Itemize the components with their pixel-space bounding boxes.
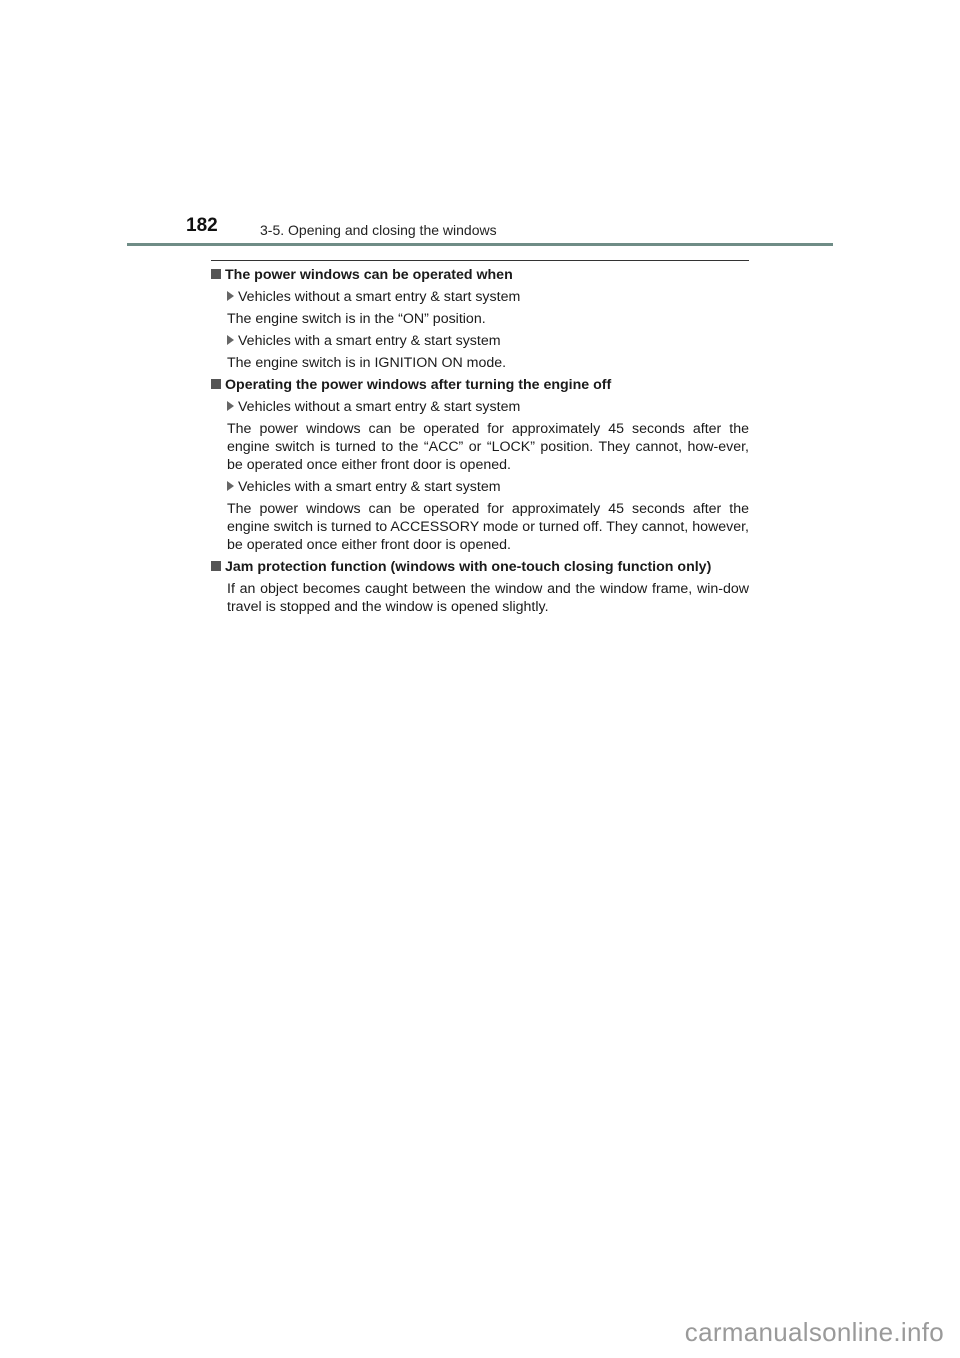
paragraph: The engine switch is in the “ON” position. bbox=[227, 311, 486, 327]
condition-text: Vehicles with a smart entry & start system bbox=[238, 333, 501, 349]
triangle-arrow-icon bbox=[227, 401, 234, 411]
section-heading-operable-when bbox=[211, 266, 749, 284]
condition-text: Vehicles with a smart entry & start system bbox=[238, 479, 501, 495]
content-divider bbox=[211, 260, 749, 261]
header-divider bbox=[127, 243, 833, 246]
heading-text: The power windows can be operated when bbox=[225, 267, 513, 283]
page-header bbox=[0, 0, 960, 250]
vehicle-condition-label bbox=[227, 288, 749, 306]
section-heading-after-engine-off bbox=[211, 376, 749, 394]
square-bullet-icon bbox=[211, 379, 221, 389]
page-number: 182 bbox=[186, 215, 218, 236]
section-title: 3-5. Opening and closing the windows bbox=[260, 222, 497, 238]
vehicle-condition-label bbox=[227, 332, 749, 350]
vehicle-condition-label bbox=[227, 398, 749, 416]
triangle-arrow-icon bbox=[227, 335, 234, 345]
watermark-logo: carmanualsonline.info bbox=[684, 1317, 944, 1347]
manual-content bbox=[211, 266, 749, 620]
condition-text: Vehicles without a smart entry & start system bbox=[238, 399, 521, 415]
condition-text: Vehicles without a smart entry & start system bbox=[238, 289, 521, 305]
triangle-arrow-icon bbox=[227, 291, 234, 301]
vehicle-condition-label bbox=[227, 478, 749, 496]
paragraph: The power windows can be operated for approximately 45 seconds after the engine switch is turned to ACCESSORY mode or turned off. They cannot, however, be operated once either front door is opened. bbox=[227, 501, 749, 553]
paragraph: If an object becomes caught between the window and the window frame, win-dow travel is stopped and the window is opened slightly. bbox=[227, 581, 749, 615]
paragraph: The engine switch is in IGNITION ON mode. bbox=[227, 355, 507, 371]
heading-text: Jam protection function (windows with one-touch closing function only) bbox=[225, 559, 712, 575]
square-bullet-icon bbox=[211, 561, 221, 571]
heading-text: Operating the power windows after turning the engine off bbox=[225, 377, 612, 393]
triangle-arrow-icon bbox=[227, 481, 234, 491]
square-bullet-icon bbox=[211, 269, 221, 279]
section-heading-jam-protection bbox=[211, 558, 749, 576]
paragraph: The power windows can be operated for approximately 45 seconds after the engine switch is turned to the “ACC” or “LOCK” position. They cannot, how-ever, be operated once either front door is opened. bbox=[227, 421, 749, 473]
